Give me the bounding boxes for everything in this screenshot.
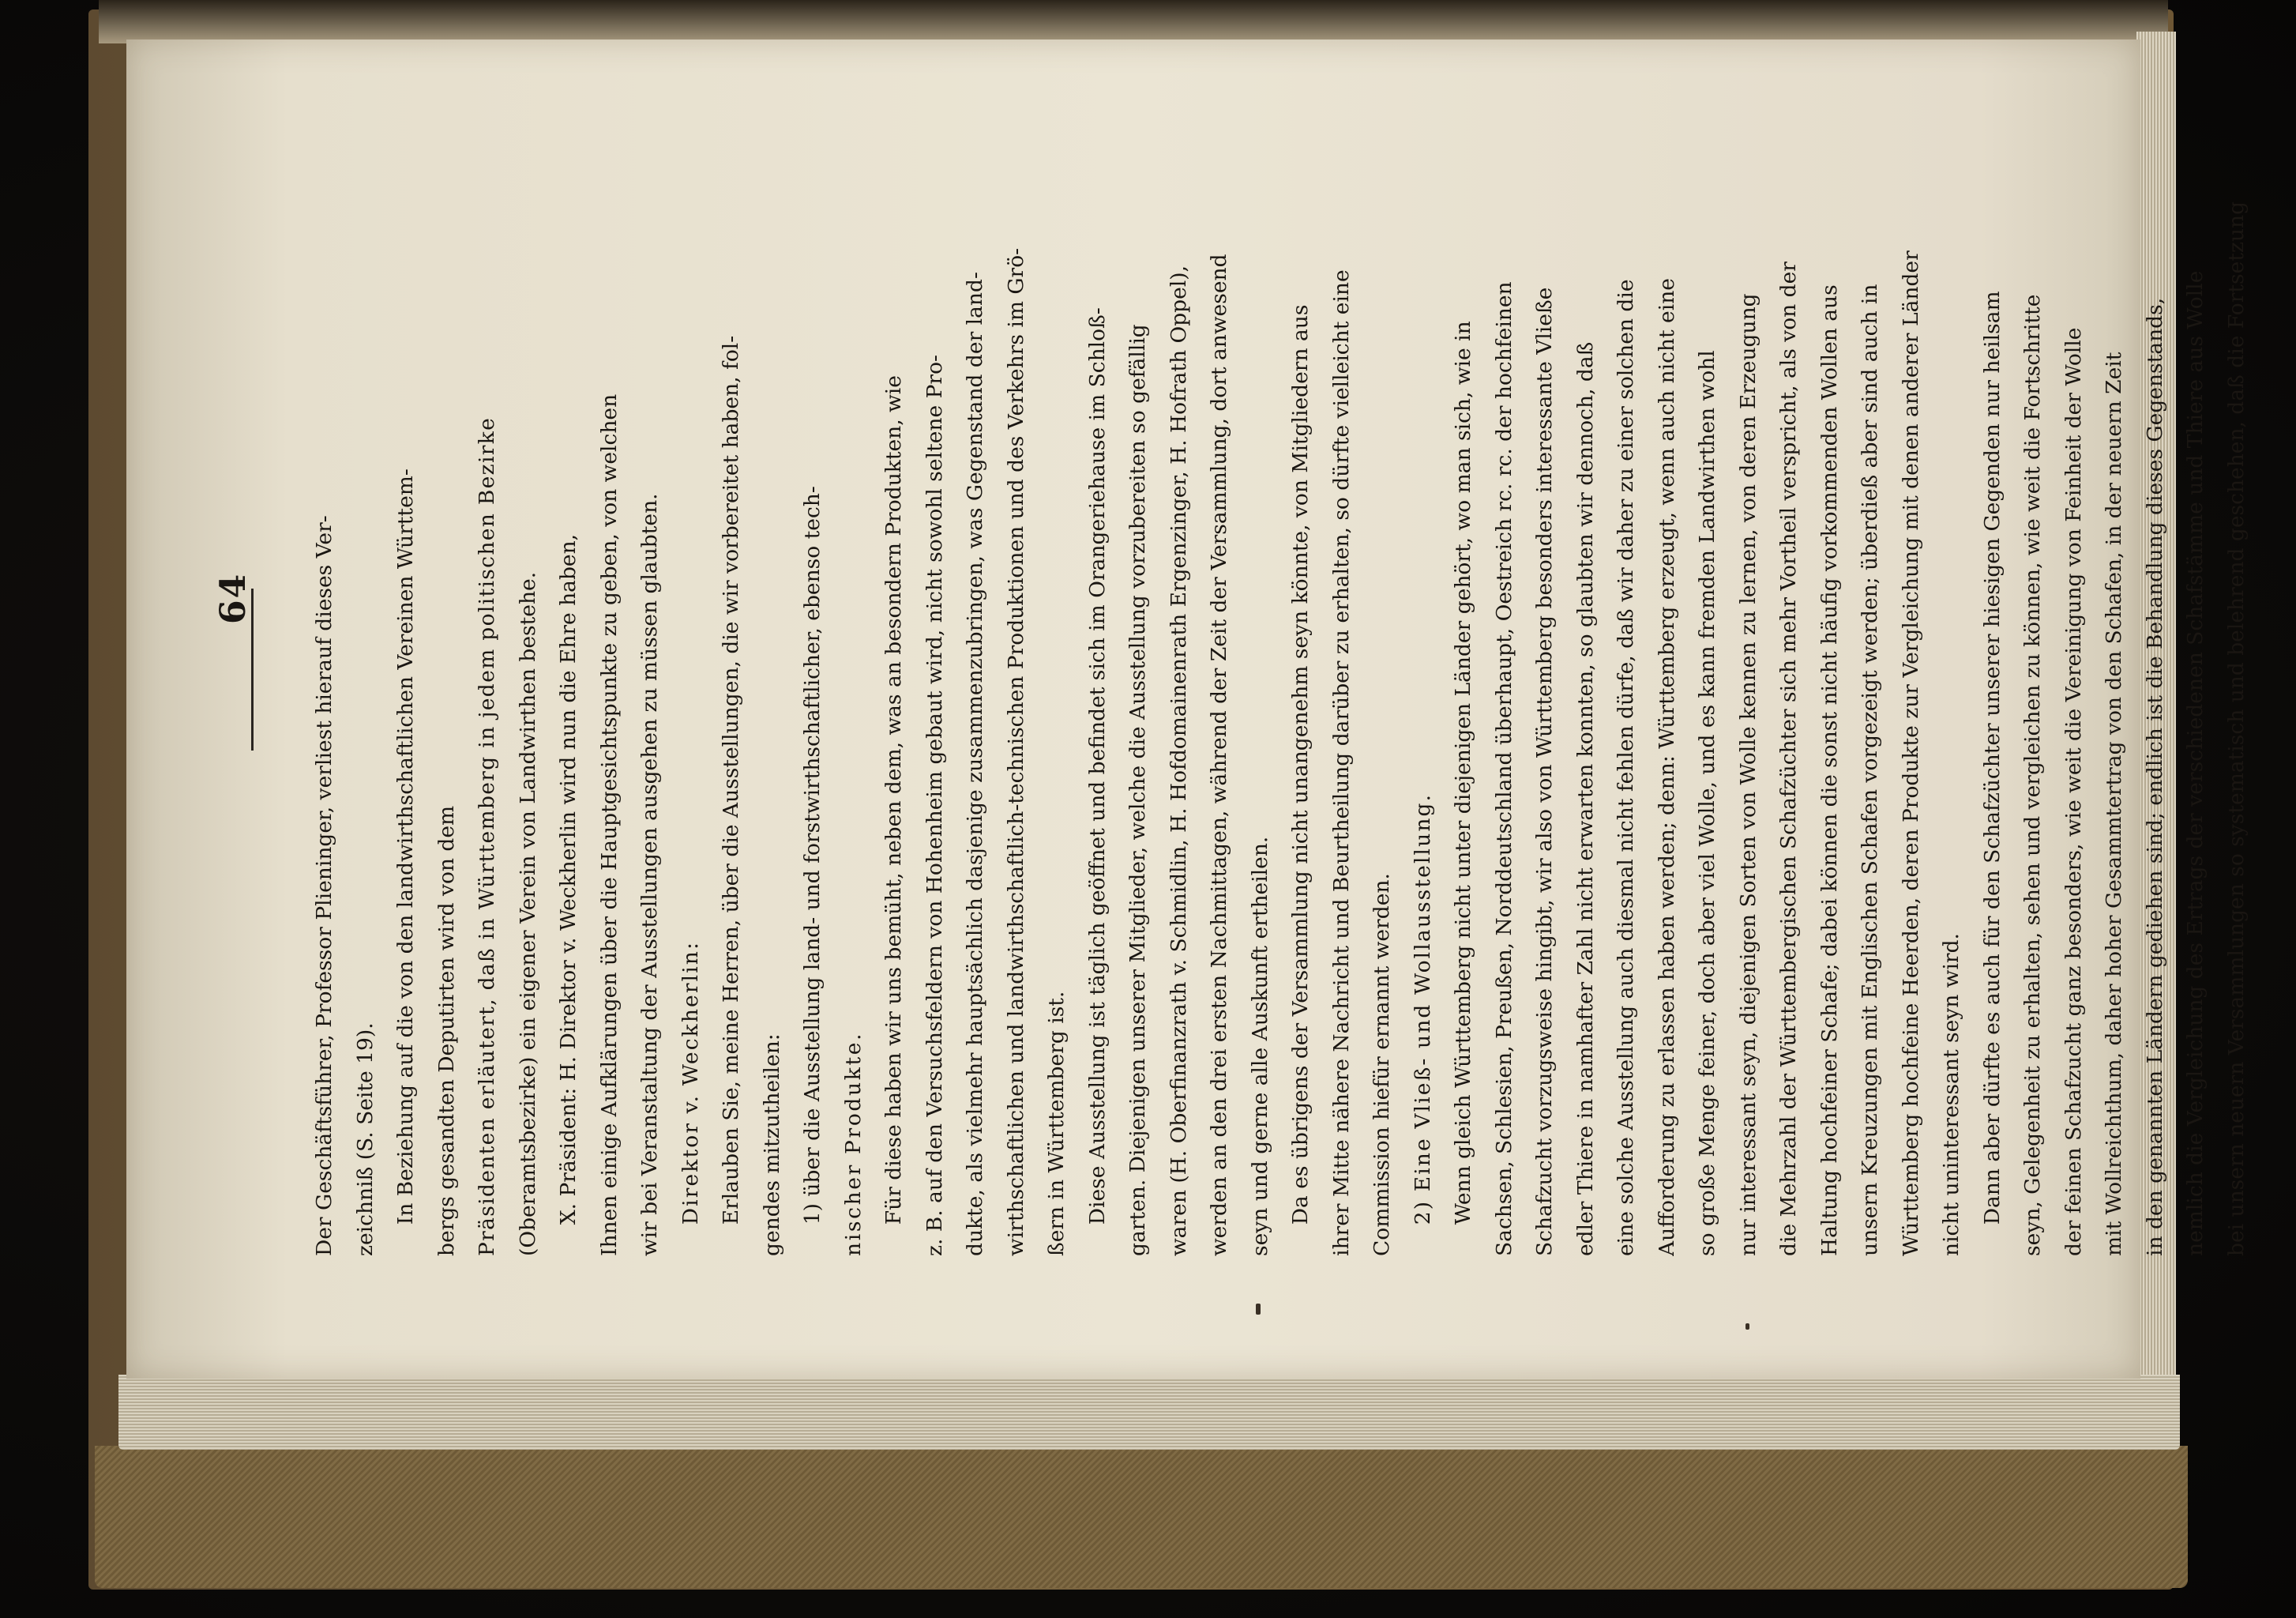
text-line: wir bei Veranstaltung der Ausstellungen ausgehen zu müssen glaubten. [637, 493, 662, 1256]
text-line: 2) Eine Vließ- und Wollausstellung. [1410, 792, 1435, 1225]
ink-speck [1256, 1304, 1261, 1315]
text-line: wirthschaftlichen und landwirthschaftlich-technischen Produktionen und des Verkehrs im Grö- [1003, 247, 1028, 1256]
text-line: ßern in Württemberg ist. [1044, 991, 1069, 1256]
text-line: eine solche Ausstellung auch diesmal nicht fehlen dürfe, daß wir daher zu einer solchen die [1614, 279, 1638, 1256]
text-line: In Beziehung auf die von den landwirthschaftlichen Vereinen Württem- [393, 468, 418, 1225]
text-line: edler Thiere in namhafter Zahl nicht erwarten konnten, so glaubten wir dennoch, daß [1573, 341, 1598, 1256]
text-line: werden an den drei ersten Nachmittagen, während der Zeit der Versammlung, dort anwesend [1207, 254, 1231, 1256]
text-line: ihrer Mitte nähere Nachricht und Beurtheilung darüber zu erhalten, so dürfte vielleicht eine [1328, 269, 1354, 1256]
text-line: Wenn gleich Württemberg nicht unter diejenigen Länder gehört, wo man sich, wie in [1451, 321, 1475, 1225]
text-line: Erlauben Sie, meine Herren, über die Ausstellungen, die wir vorbereitet haben, fol- [719, 335, 743, 1225]
text-line: so große Menge feiner, doch aber viel Wolle, und es kann fremden Landwirthen wohl [1695, 350, 1719, 1256]
text-line: unsern Kreuzungen mit Englischen Schafen vorgezeigt werden; überdieß aber sind auch in [1858, 284, 1882, 1256]
text-line: Schafzucht vorzugsweise hingibt, wir also von Württemberg besonders interessante Vließe [1532, 287, 1557, 1256]
text-line: Für diese haben wir uns bemüht, neben dem, was an besondern Produkten, wie [881, 375, 906, 1225]
text-line: mit Wollreichthum, daher hoher Gesammtertrag von den Schafen, in der neuern Zeit [2102, 352, 2126, 1256]
text-line: seyn, Gelegenheit zu erhalten, sehen und vergleichen zu können, wie weit die Fortschritte [2020, 294, 2045, 1256]
text-line: Diese Ausstellung ist täglich geöffnet und befindet sich im Orangeriehause im Schloß- [1084, 307, 1110, 1225]
ink-speck [1745, 1323, 1749, 1330]
text-line: zeichniß (S. Seite 19). [352, 1022, 378, 1256]
text-line: Da es übrigens der Versammlung nicht unangenehm seyn könnte, von Mitgliedern aus [1288, 304, 1313, 1225]
text-line: Württemberg hochfeine Heerden, deren Produkte zur Vergleichung mit denen anderer Länder [1898, 250, 1923, 1256]
text-line: bei unsern neuern Versammlungen so systematisch und belehrend geschehen, daß die Fortsetzung [2223, 201, 2249, 1256]
text-line: bergs gesandten Deputirten wird von dem [434, 805, 459, 1256]
text-line: 1) über die Ausstellung land- und forstwirthschaftlicher, ebenso tech- [800, 486, 825, 1225]
text-line: gendes mitzutheilen: [759, 1033, 784, 1256]
text-line: nemlich die Vergleichung des Ertrags der verschiedenen Schafstämme und Thiere aus Wolle [2183, 270, 2208, 1256]
text-line: Aufforderung zu erlassen haben werden; denn: Württemberg erzeugt, wenn auch nicht eine [1654, 278, 1679, 1256]
text-line: Direktor v. Weckherlin: [678, 940, 703, 1225]
text-line: (Oberamtsbezirke) ein eigener Verein von Landwirthen bestehe. [515, 571, 540, 1256]
book-edge-top [99, 0, 2168, 43]
page-edges-bottom [118, 1375, 2180, 1450]
text-line: X. Präsident: H. Direktor v. Weckherlin wird nun die Ehre haben, [556, 533, 581, 1225]
text-line: Dann aber dürfte es auch für den Schafzüchter unserer hiesigen Gegenden nur heilsam [1979, 291, 2005, 1225]
text-line: Der Geschäftsführer, Professor Plieninger, verliest hierauf dieses Ver- [312, 515, 336, 1256]
book-cloth-bottom [95, 1446, 2188, 1588]
text-line: nischer Produkte. [840, 1031, 866, 1256]
text-line: garten. Diejenigen unserer Mitglieder, welche die Ausstellung vorzubereiten so gefällig [1125, 324, 1150, 1256]
text-line: in den genannten Ländern gediehen sind; endlich ist die Behandlung dieses Gegenstands, [2142, 297, 2167, 1256]
text-line: z. B. auf den Versuchsfeldern von Hohenheim gebaut wird, nicht sowohl seltene Pro- [922, 355, 947, 1256]
text-line: Haltung hochfeiner Schafe; dabei können die sonst nicht häufig vorkommenden Wollen aus [1817, 284, 1842, 1256]
text-line: waren (H. Oberfinanzrath v. Schmidlin, H. Hofdomainenrath Ergenzinger, H. Hofrath Oppel), [1166, 265, 1191, 1256]
text-line: Sachsen, Schlesien, Preußen, Norddeutschland überhaupt, Oestreich rc. rc. der hochfeinen [1491, 281, 1516, 1256]
text-line: Ihnen einige Aufklärungen über die Hauptgesichtspunkte zu geben, von welchen [596, 393, 622, 1256]
page-text [304, 87, 2249, 1256]
text-line: seyn und gerne alle Auskunft ertheilen. [1247, 836, 1272, 1256]
text-line: nicht uninteressant seyn wird. [1939, 933, 1963, 1256]
text-line: dukte, als vielmehr hauptsächlich dasjenige zusammenzubringen, was Gegenstand der land- [963, 272, 987, 1256]
text-line: die Mehrzahl der Württembergischen Schafzüchter sich mehr Vortheil verspricht, als von der [1776, 262, 1801, 1256]
text-line: nur interessant seyn, diejenigen Sorten von Wolle kennen zu lernen, von deren Erzeugung [1735, 293, 1761, 1256]
text-line: Commission hiefür ernannt werden. [1370, 873, 1394, 1256]
text-line: Präsidenten erläutert, daß in Württemberg in jedem politischen Bezirke [475, 416, 499, 1256]
text-line: der feinen Schafzucht ganz besonders, wie weit die Vereinigung von Feinheit der Wolle [2061, 327, 2086, 1256]
page-number: 64 [213, 572, 254, 624]
